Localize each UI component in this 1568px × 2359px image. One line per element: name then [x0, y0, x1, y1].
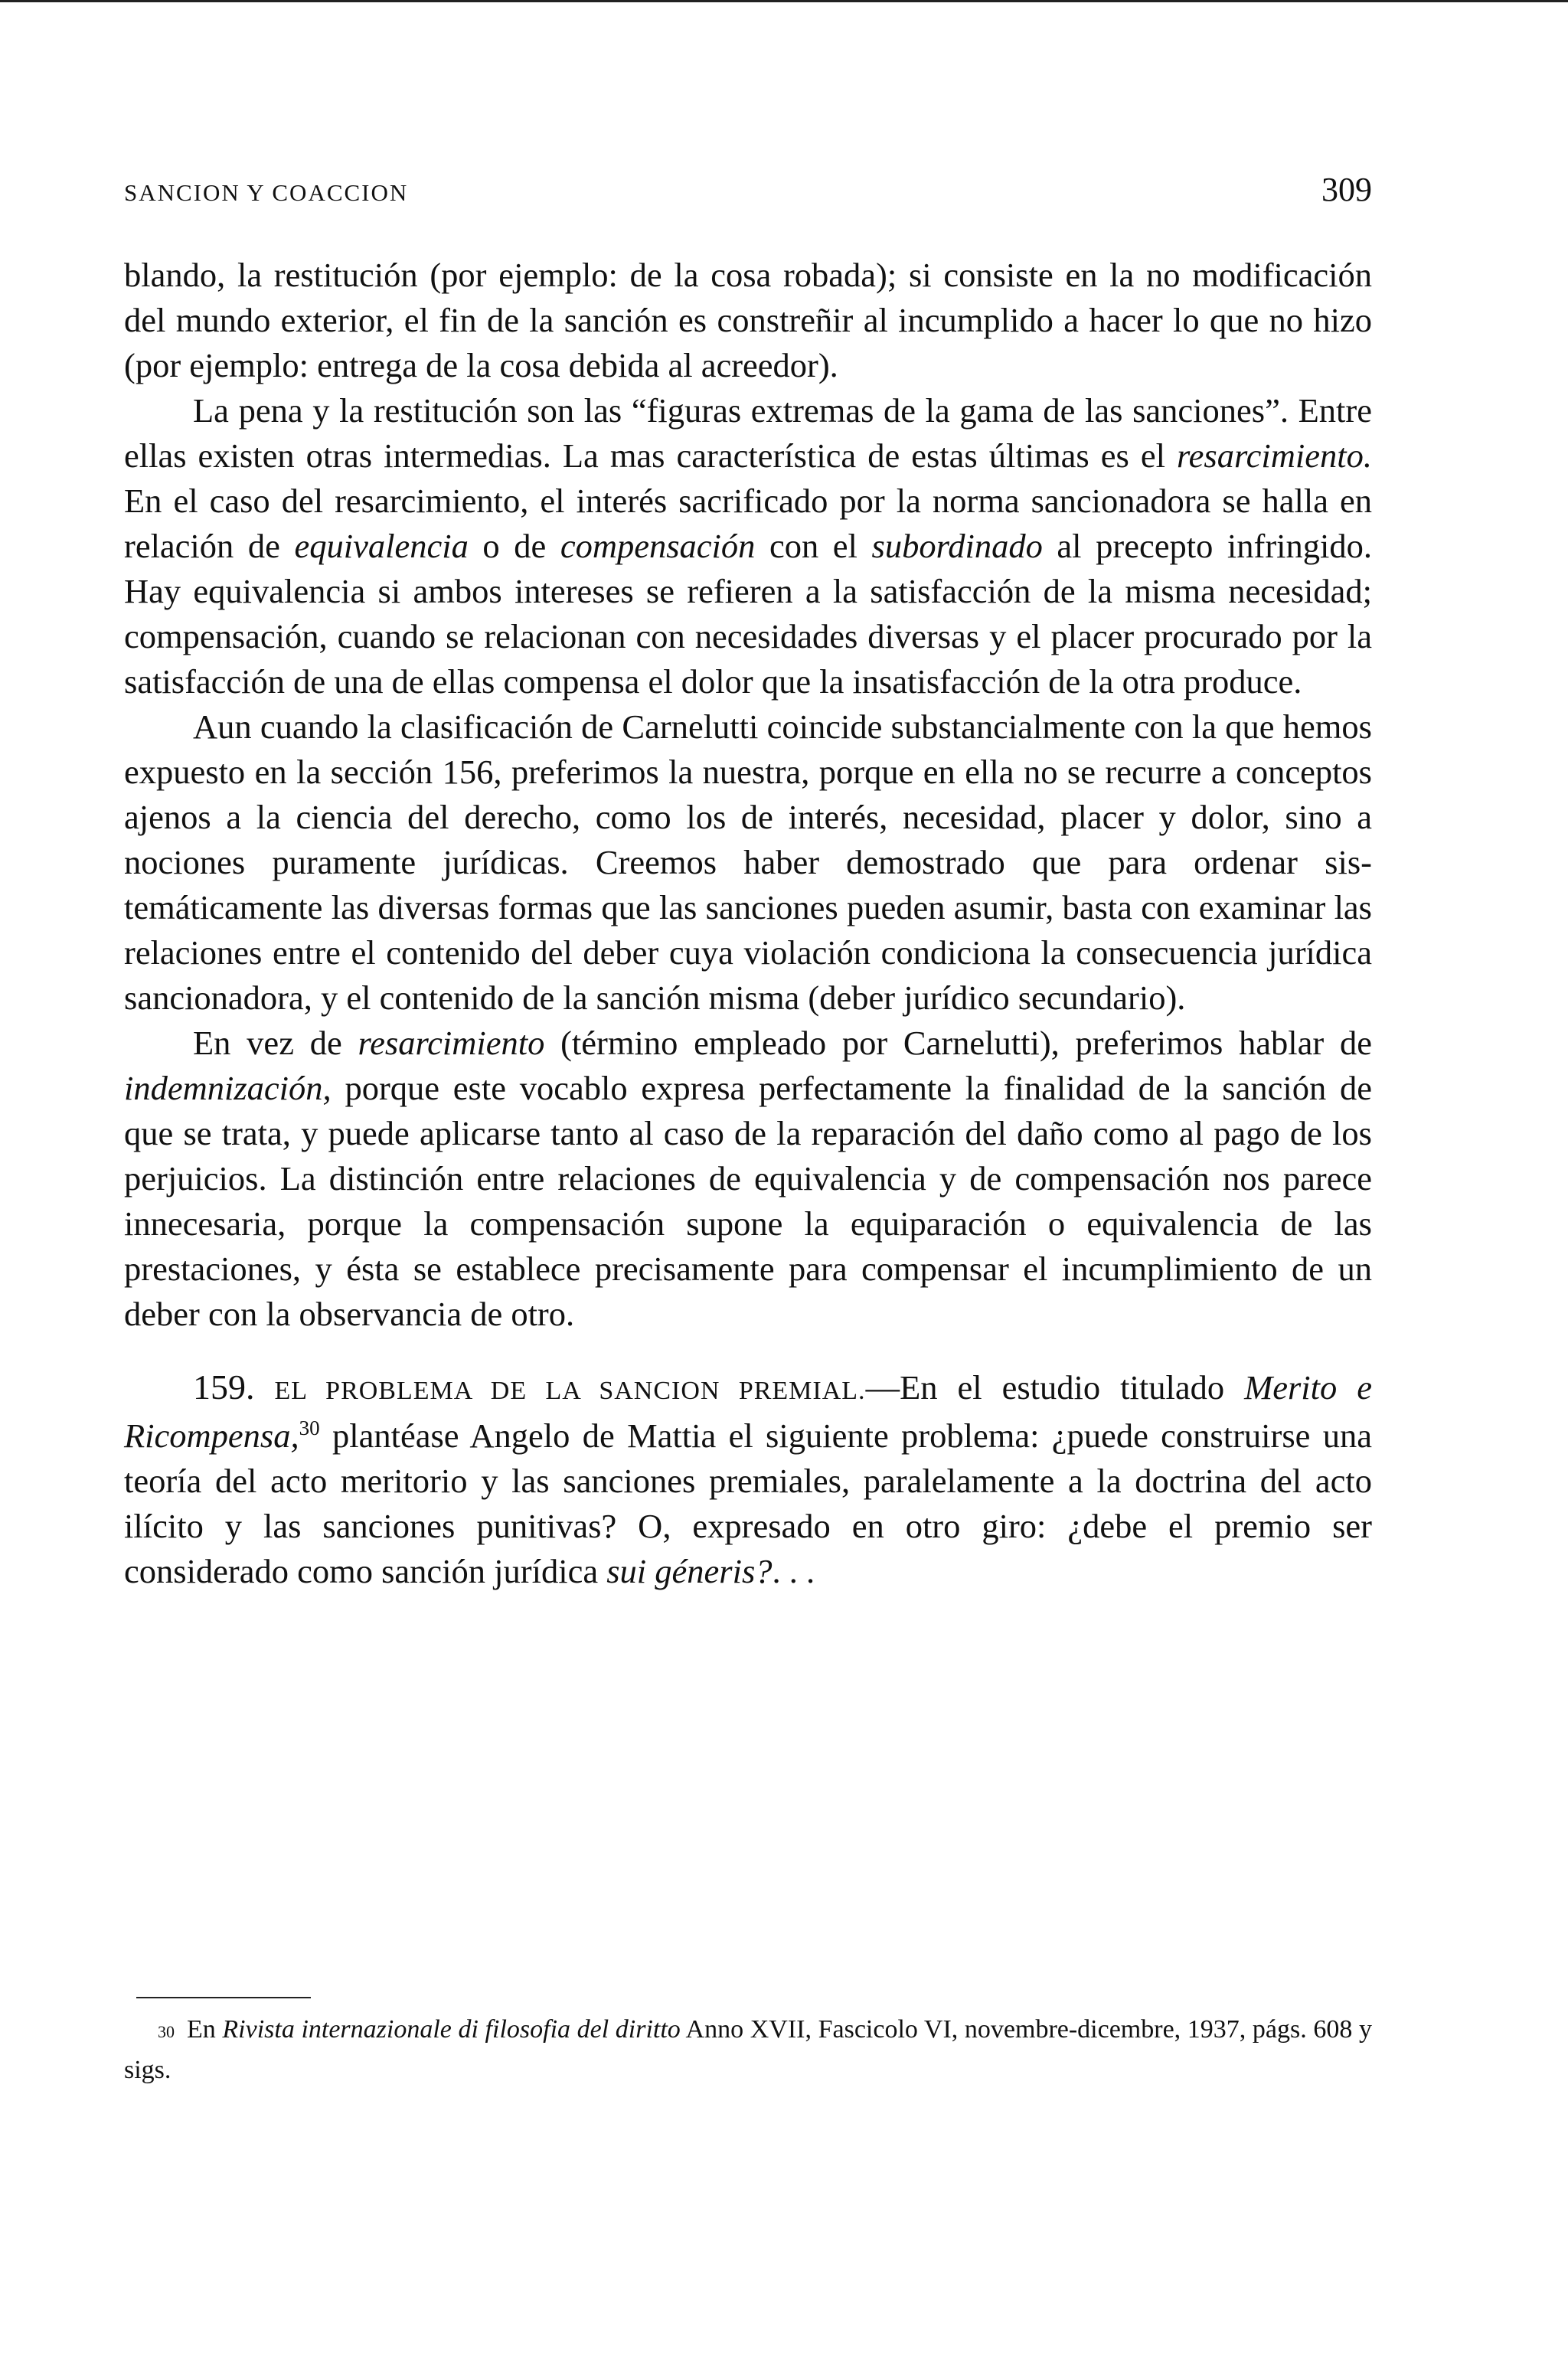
text-run: Anno XVII, Fascicolo VI, novembre-dicembre, 1937, págs. 608 y sigs. — [124, 2015, 1372, 2084]
text-run: En vez de — [193, 1024, 358, 1062]
section-number: 159. — [193, 1367, 255, 1407]
paragraph-continuation: blando, la restitución (por ejemplo: de la cosa robada); si consiste en la no modificación del mundo exterior, el fin de la sanción es constreñir al incumplido a hacer lo que no hizo (por ejemplo: entrega de la cosa debida al acreedor). — [124, 256, 1372, 384]
footnote — [124, 2011, 1372, 2089]
text-run: . . . — [772, 1552, 815, 1590]
text-run: —En el estudio titulado — [865, 1368, 1245, 1407]
running-title: SANCION Y COACCION — [124, 179, 409, 206]
italic-term-subordinado: subordinado — [871, 527, 1043, 565]
footnote-reference: 30 — [299, 1416, 320, 1440]
paragraph-carnelutti: Aun cuando la clasificación de Carnelutti coincide substancialmente con la que hemos expuesto en la sección 156, preferimos la nuestra, porque en ella no se recurre a conceptos ajenos a la ciencia del derecho, como los de interés, necesidad, placer y dolor, sino a nociones puramente jurídicas. Creemos haber demostrado que para ordenar sistemáticamente las diversas formas que las sanciones pueden asumir, basta con examinar las relaciones entre el contenido del deber cuya violación condiciona la consecuencia jurídica sancionadora, y el contenido de la sanción misma (deber jurídico secundario). — [124, 707, 1372, 1017]
paragraph-indemnizacion — [124, 1021, 1372, 1337]
text-run: La pena y la restitución son las “figuras extremas de la gama de las sanciones”. Entre ellas existen otras intermedias. La mas característica de estas últimas es el — [124, 391, 1372, 475]
footnote-separator — [136, 1997, 311, 1998]
text-run: al precepto infringido. Hay equivalencia si ambos intereses se refieren a la satisfacción de la misma necesidad; compensación, cuando se relacionan con necesidades diversas y el placer procurado por la satisfacción de una de ellas compensa el dolor que la insatisfacción de la otra produce. — [124, 527, 1372, 701]
section-159 — [124, 1364, 1372, 1594]
text-run: porque este vocablo expresa perfectamente la finalidad de la sanción de que se trata, y puede aplicarse tanto al caso de la reparación del daño como al pago de los perjuicios. La distinción entre relaciones de equivalencia y de compensación nos parece innecesaria, porque la compensación supone la equiparación o equivalencia de las prestaciones, y ésta se establece precisamente para compensar el incumplimiento de un deber con la observancia de otro. — [124, 1069, 1372, 1333]
italic-term-resarcimiento: resarcimiento. — [1176, 436, 1372, 475]
running-head — [124, 170, 1372, 216]
section-heading: EL PROBLEMA DE LA SANCION PREMIAL. — [274, 1377, 866, 1405]
text-run: con el — [755, 527, 872, 565]
italic-term-resarcimiento: resarcimiento — [358, 1024, 545, 1062]
page-number: 309 — [1321, 171, 1372, 208]
text-run: En — [187, 2015, 223, 2044]
italic-term-compensacion: compensación — [560, 527, 756, 565]
italic-term-sui-generis: sui géneris? — [606, 1552, 773, 1590]
text-run: En el caso del resarcimiento, el interés sacrificado por la norma sancionadora se halla en relación de — [124, 482, 1372, 565]
italic-journal-title: Rivista internazionale di filosofia del diritto — [222, 2015, 681, 2044]
text-run: o de — [468, 527, 560, 565]
top-border-rule — [0, 0, 1568, 2]
footnote-number: 30 — [158, 2022, 175, 2041]
text-run: (término empleado por Carnelutti), preferimos hablar de — [544, 1024, 1372, 1062]
italic-title-merito: Merito e Ricompensa, — [124, 1368, 1372, 1455]
text-run: plantéase Angelo de Mattia el siguiente problema: ¿puede construirse una teoría del acto meritorio y las sanciones premiales, paralelamente a la doctrina del acto ilícito y las sanciones punitivas? O, expresado en otro giro: ¿debe el premio ser considerado como sanción jurídica — [124, 1416, 1372, 1590]
italic-term-indemnizacion: indemnización, — [124, 1069, 332, 1107]
paragraph-pena-restitucion — [124, 388, 1372, 704]
italic-term-equivalencia: equivalencia — [294, 527, 469, 565]
body-text — [124, 253, 1372, 1594]
